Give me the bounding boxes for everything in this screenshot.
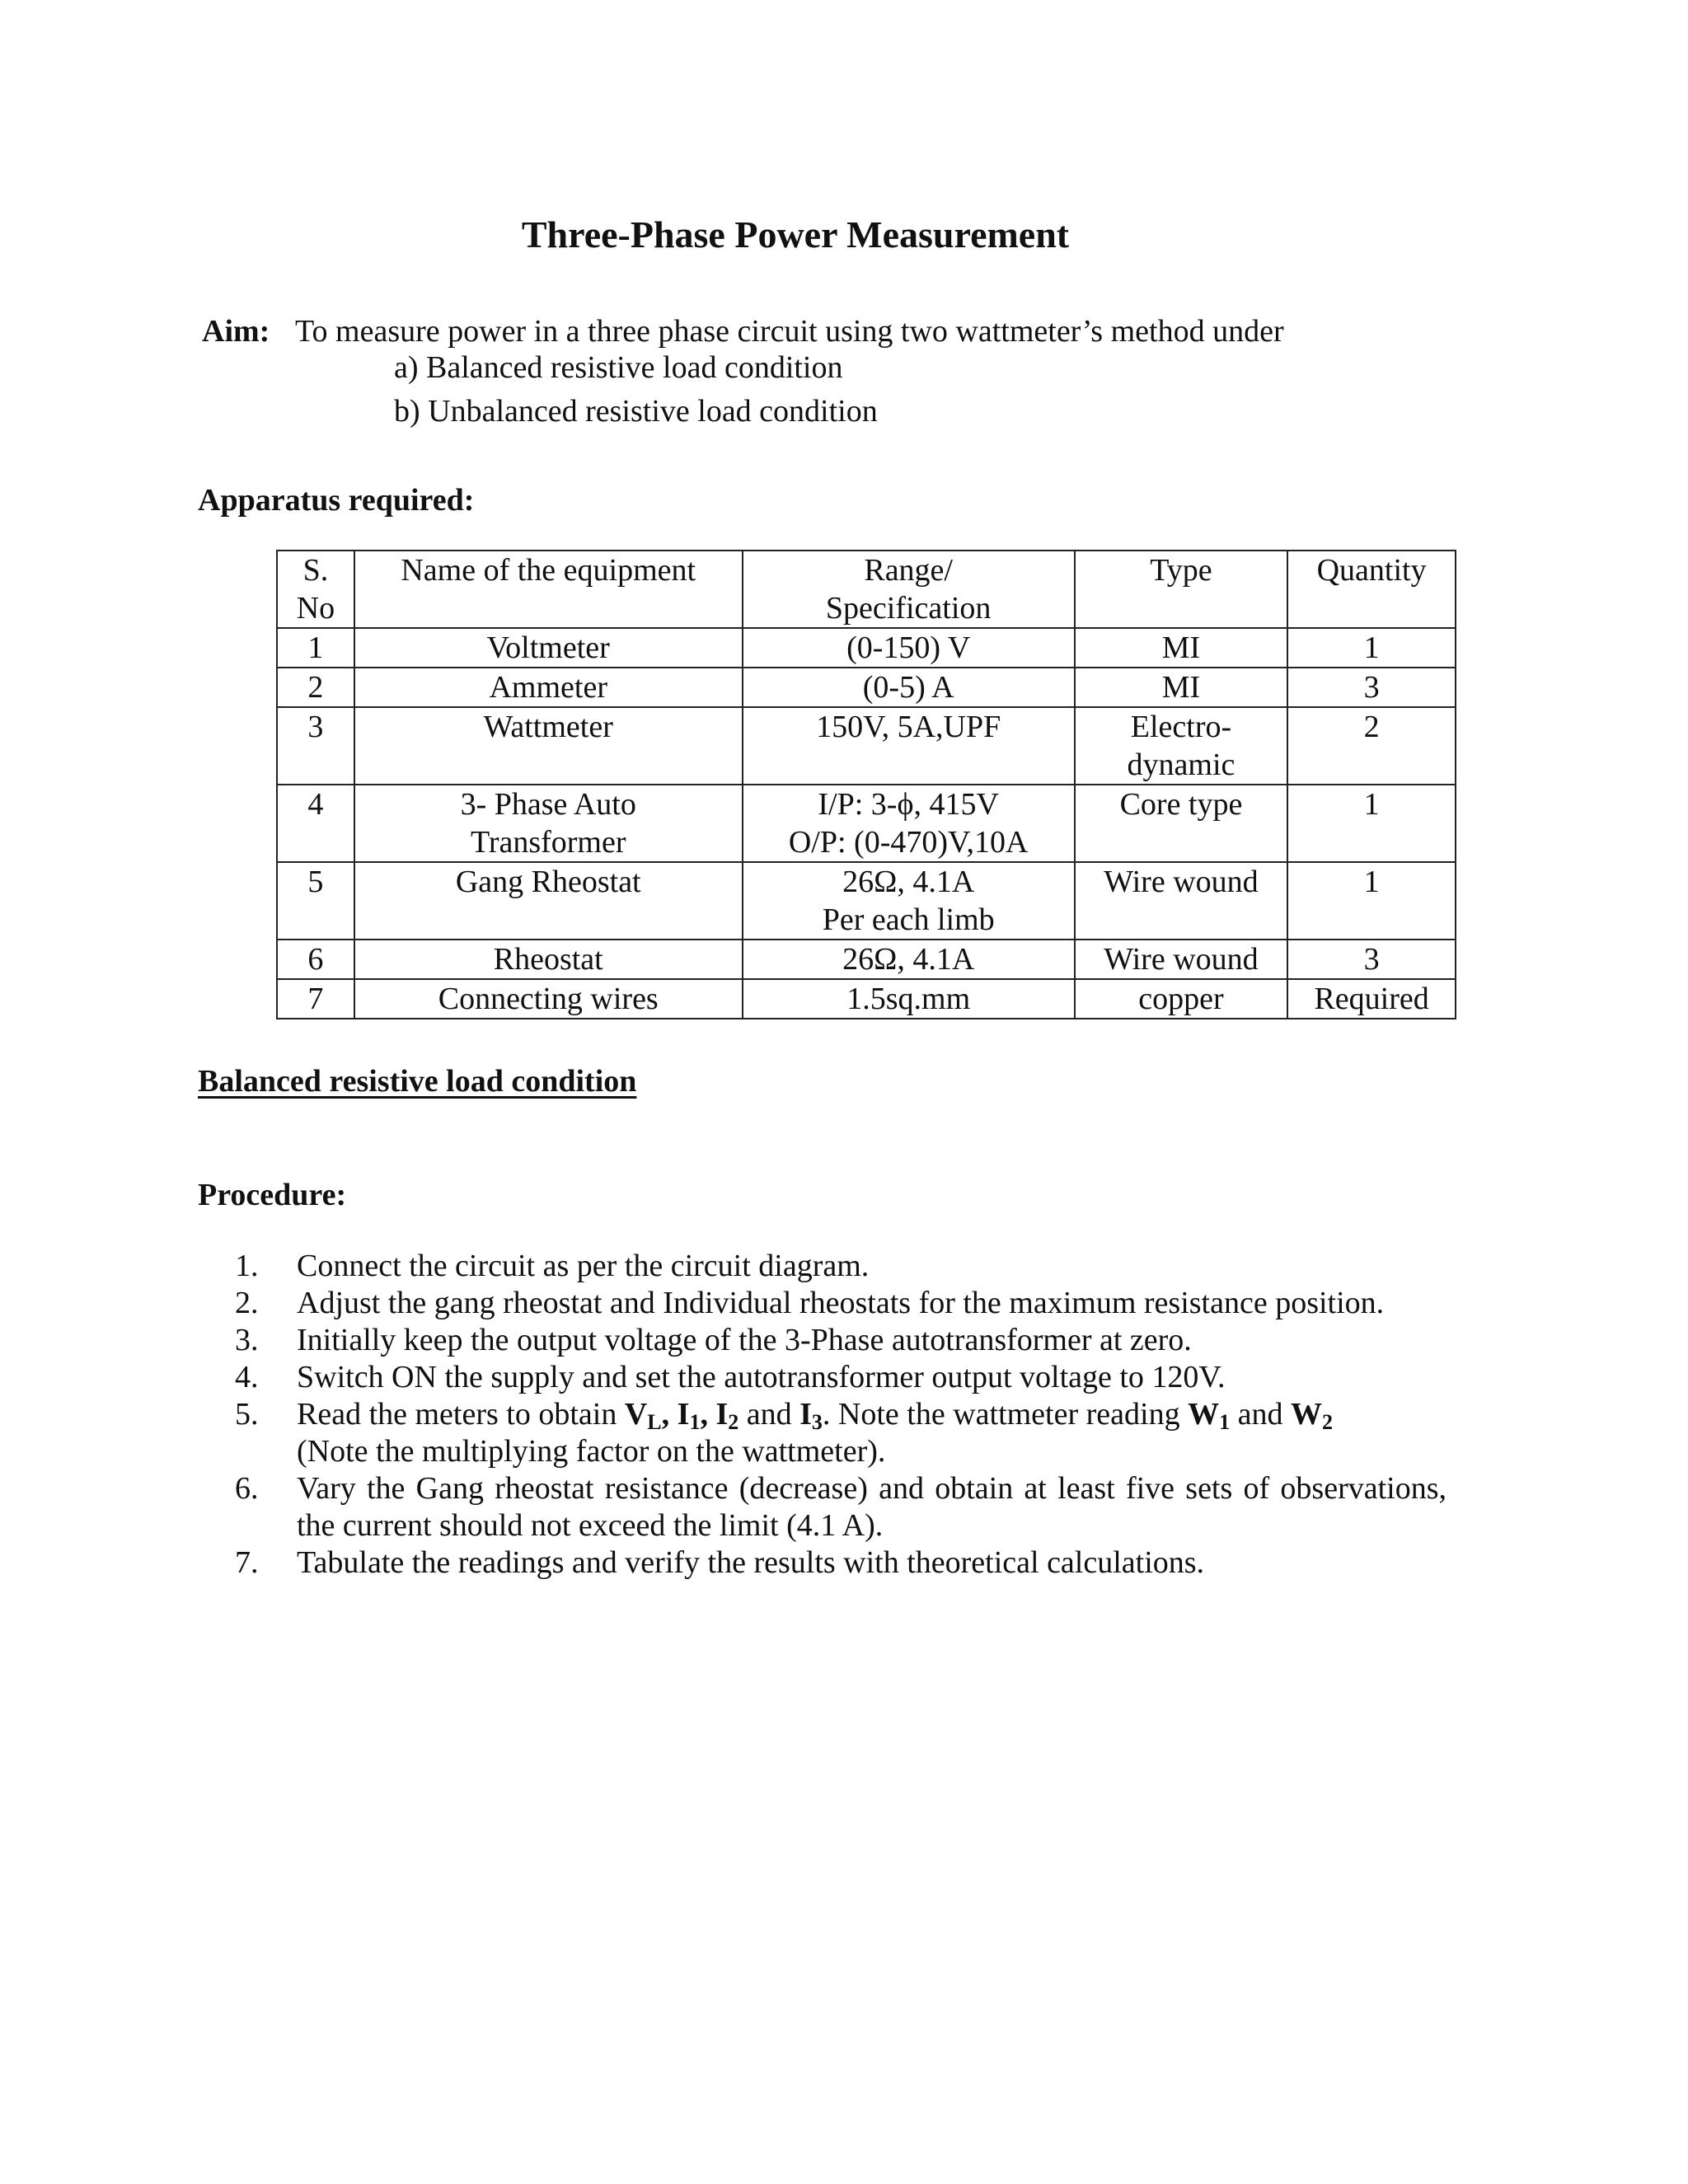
list-item — [235, 1322, 1447, 1359]
list-item — [235, 1285, 1447, 1322]
cell-type: MI — [1075, 628, 1287, 668]
cell-type: copper — [1075, 979, 1287, 1019]
aim-label: Aim: — [202, 314, 270, 349]
aim-text: To measure power in a three phase circuit using two wattmeter’s method under — [295, 314, 1284, 349]
header-range: Range/ Specification — [743, 551, 1075, 628]
cell-quantity: 3 — [1287, 668, 1456, 707]
step-number: 5. — [235, 1397, 259, 1432]
cell-name: Voltmeter — [354, 628, 743, 668]
step-text: Initially keep the output voltage of the 3-Phase autotransformer at zero. — [297, 1323, 1192, 1357]
cell-range: (0-5) A — [743, 668, 1075, 707]
page-title: Three-Phase Power Measurement — [521, 213, 1070, 255]
table-header-row — [277, 551, 1456, 628]
step-text: Read the meters to obtain $V_L$, $I_1$, $I_2$ and $I_3$. Note the wattmeter reading $W_1$ and $W_2$ (Note the multiplying factor on the wattmeter). — [297, 1397, 1333, 1469]
step-text: Switch ON the supply and set the autotransformer output voltage to 120V. — [297, 1360, 1226, 1394]
step-number: 7. — [235, 1545, 259, 1580]
cell-name: Wattmeter — [354, 707, 743, 785]
list-item — [235, 1359, 1447, 1396]
table-row — [277, 628, 1456, 668]
symbol-vl: $V_L$, $I_1$, $I_2$ — [624, 1397, 739, 1434]
cell-quantity: 1 — [1287, 785, 1456, 862]
step-text: Tabulate the readings and verify the results with theoretical calculations. — [297, 1545, 1205, 1580]
aim-item-a: a) Balanced resistive load condition — [394, 350, 843, 385]
symbol-w2: $W_2$ — [1290, 1397, 1333, 1434]
table-row — [277, 668, 1456, 707]
procedure-heading: Procedure: — [198, 1178, 347, 1212]
aim-item-b: b) Unbalanced resistive load condition — [394, 394, 878, 429]
cell-sno: 5 — [277, 862, 354, 940]
header-quantity: Quantity — [1287, 551, 1456, 628]
cell-name: Connecting wires — [354, 979, 743, 1019]
cell-quantity: 1 — [1287, 628, 1456, 668]
cell-range: 1.5sq.mm — [743, 979, 1075, 1019]
symbol-w1: $W_1$ — [1188, 1397, 1231, 1434]
list-item — [235, 1544, 1447, 1582]
list-item — [235, 1470, 1447, 1544]
apparatus-table — [276, 550, 1456, 1019]
step-number: 1. — [235, 1249, 259, 1283]
step-number: 4. — [235, 1360, 259, 1394]
step-number: 6. — [235, 1471, 259, 1506]
cell-quantity: 3 — [1287, 940, 1456, 979]
cell-sno: 4 — [277, 785, 354, 862]
cell-sno: 1 — [277, 628, 354, 668]
step-number: 3. — [235, 1323, 259, 1357]
table-row — [277, 979, 1456, 1019]
table-row — [277, 862, 1456, 940]
cell-range: (0-150) V — [743, 628, 1075, 668]
cell-range: 26Ω, 4.1A Per each limb — [743, 862, 1075, 940]
cell-range: 26Ω, 4.1A — [743, 940, 1075, 979]
header-type: Type — [1075, 551, 1287, 628]
cell-range: 150V, 5A,UPF — [743, 707, 1075, 785]
cell-type: Electro- dynamic — [1075, 707, 1287, 785]
cell-quantity: Required — [1287, 979, 1456, 1019]
step-text: Connect the circuit as per the circuit diagram. — [297, 1249, 870, 1283]
cell-sno: 6 — [277, 940, 354, 979]
table-row — [277, 940, 1456, 979]
cell-type: MI — [1075, 668, 1287, 707]
cell-quantity: 1 — [1287, 862, 1456, 940]
cell-sno: 3 — [277, 707, 354, 785]
cell-type: Core type — [1075, 785, 1287, 862]
list-item — [235, 1248, 1447, 1285]
cell-name: Gang Rheostat — [354, 862, 743, 940]
cell-quantity: 2 — [1287, 707, 1456, 785]
cell-range: I/P: 3-ϕ, 415V O/P: (0-470)V,10A — [743, 785, 1075, 862]
cell-sno: 7 — [277, 979, 354, 1019]
cell-type: Wire wound — [1075, 862, 1287, 940]
cell-name: Rheostat — [354, 940, 743, 979]
apparatus-rows — [277, 628, 1456, 1019]
procedure-list — [235, 1248, 1447, 1582]
header-name: Name of the equipment — [354, 551, 743, 628]
apparatus-heading: Apparatus required: — [198, 483, 475, 518]
section-heading: Balanced resistive load condition — [198, 1064, 637, 1099]
list-item — [235, 1396, 1447, 1470]
step-text: Vary the Gang rheostat resistance (decrease) and obtain at least five sets of observations, the current should not exceed the limit (4.1 A). — [297, 1471, 1447, 1543]
cell-sno: 2 — [277, 668, 354, 707]
cell-name: Ammeter — [354, 668, 743, 707]
step-text: Adjust the gang rheostat and Individual rheostats for the maximum resistance position. — [297, 1286, 1385, 1320]
cell-type: Wire wound — [1075, 940, 1287, 979]
table-row — [277, 785, 1456, 862]
cell-name: 3- Phase Auto Transformer — [354, 785, 743, 862]
step-number: 2. — [235, 1286, 259, 1320]
header-sno: S. No — [277, 551, 354, 628]
symbol-i3: $I_3$ — [799, 1397, 823, 1434]
table-row — [277, 707, 1456, 785]
